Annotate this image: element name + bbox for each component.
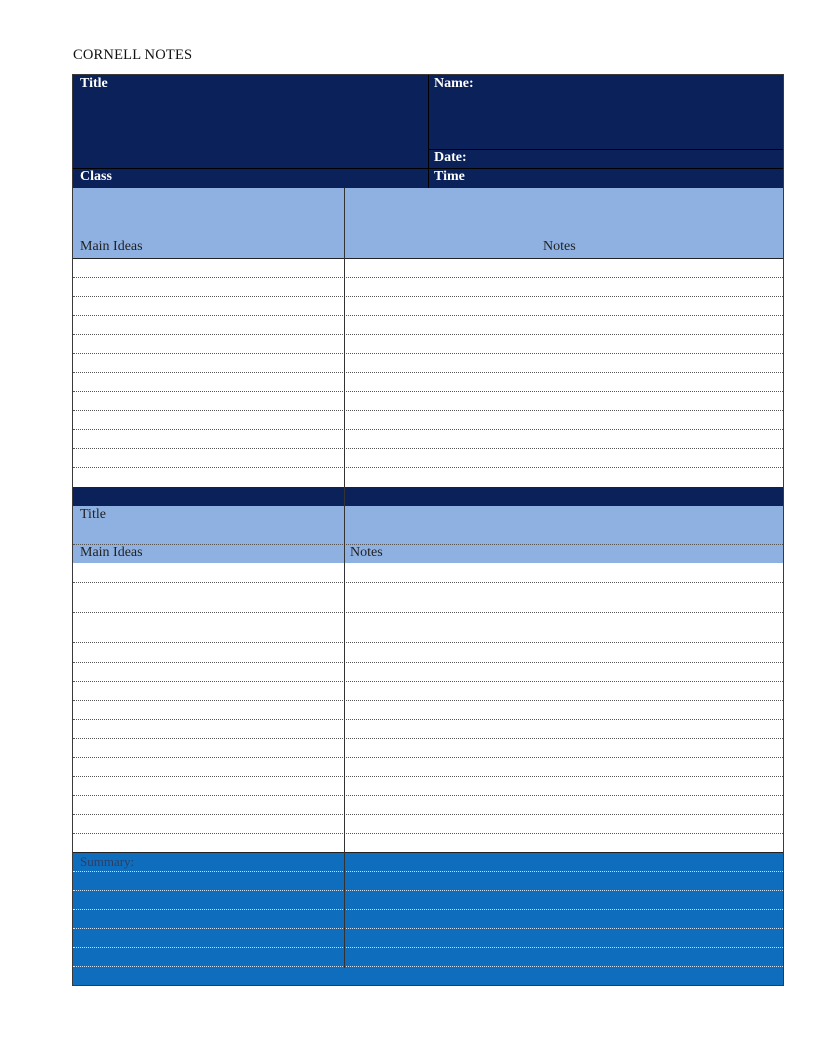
- row-line: [73, 448, 783, 449]
- row-line: [73, 467, 783, 468]
- row-line: [73, 719, 783, 720]
- column-divider: [344, 188, 345, 968]
- row-line: [73, 871, 783, 872]
- row-line: [73, 795, 783, 796]
- date-separator: [429, 149, 783, 150]
- class-separator: [73, 168, 783, 169]
- row-line: [73, 612, 783, 613]
- row-line: [73, 315, 783, 316]
- row-line: [73, 662, 783, 663]
- row-line: [73, 372, 783, 373]
- section1-main-ideas-label: Main Ideas: [80, 239, 143, 254]
- section2-title-label: Title: [80, 507, 106, 522]
- section1-notes-label: Notes: [543, 239, 576, 254]
- row-line: [73, 890, 783, 891]
- row-line: [73, 833, 783, 834]
- row-line: [73, 429, 783, 430]
- cornell-notes-sheet: [72, 74, 784, 986]
- section2-main-ideas-label: Main Ideas: [80, 545, 143, 560]
- document-title: CORNELL NOTES: [73, 47, 193, 63]
- row-line: [73, 814, 783, 815]
- row-line: [73, 277, 783, 278]
- row-line: [73, 353, 783, 354]
- section2-notes-label: Notes: [350, 545, 383, 560]
- title-field-label: Title: [80, 76, 108, 91]
- time-field-label: Time: [434, 169, 465, 184]
- row-line: [73, 391, 783, 392]
- row-line: [73, 738, 783, 739]
- section2-title-band: [73, 506, 783, 563]
- date-field-label: Date:: [434, 150, 467, 165]
- row-line: [73, 928, 783, 929]
- row-line: [73, 296, 783, 297]
- name-field-label: Name:: [434, 76, 474, 91]
- row-line: [73, 757, 783, 758]
- row-line: [73, 642, 783, 643]
- class-field-label: Class: [80, 169, 112, 184]
- row-line: [73, 700, 783, 701]
- section-separator-band: [73, 487, 783, 506]
- header-divider: [428, 75, 429, 188]
- row-line: [73, 582, 783, 583]
- row-line: [73, 966, 783, 967]
- row-line: [73, 681, 783, 682]
- row-line: [73, 334, 783, 335]
- row-line: [73, 909, 783, 910]
- section1-header-bottom: [73, 258, 783, 259]
- row-line: [73, 947, 783, 948]
- section1-header: [73, 188, 783, 258]
- row-line: [73, 544, 783, 545]
- summary-label: Summary:: [80, 854, 135, 869]
- row-line: [73, 776, 783, 777]
- row-line: [73, 410, 783, 411]
